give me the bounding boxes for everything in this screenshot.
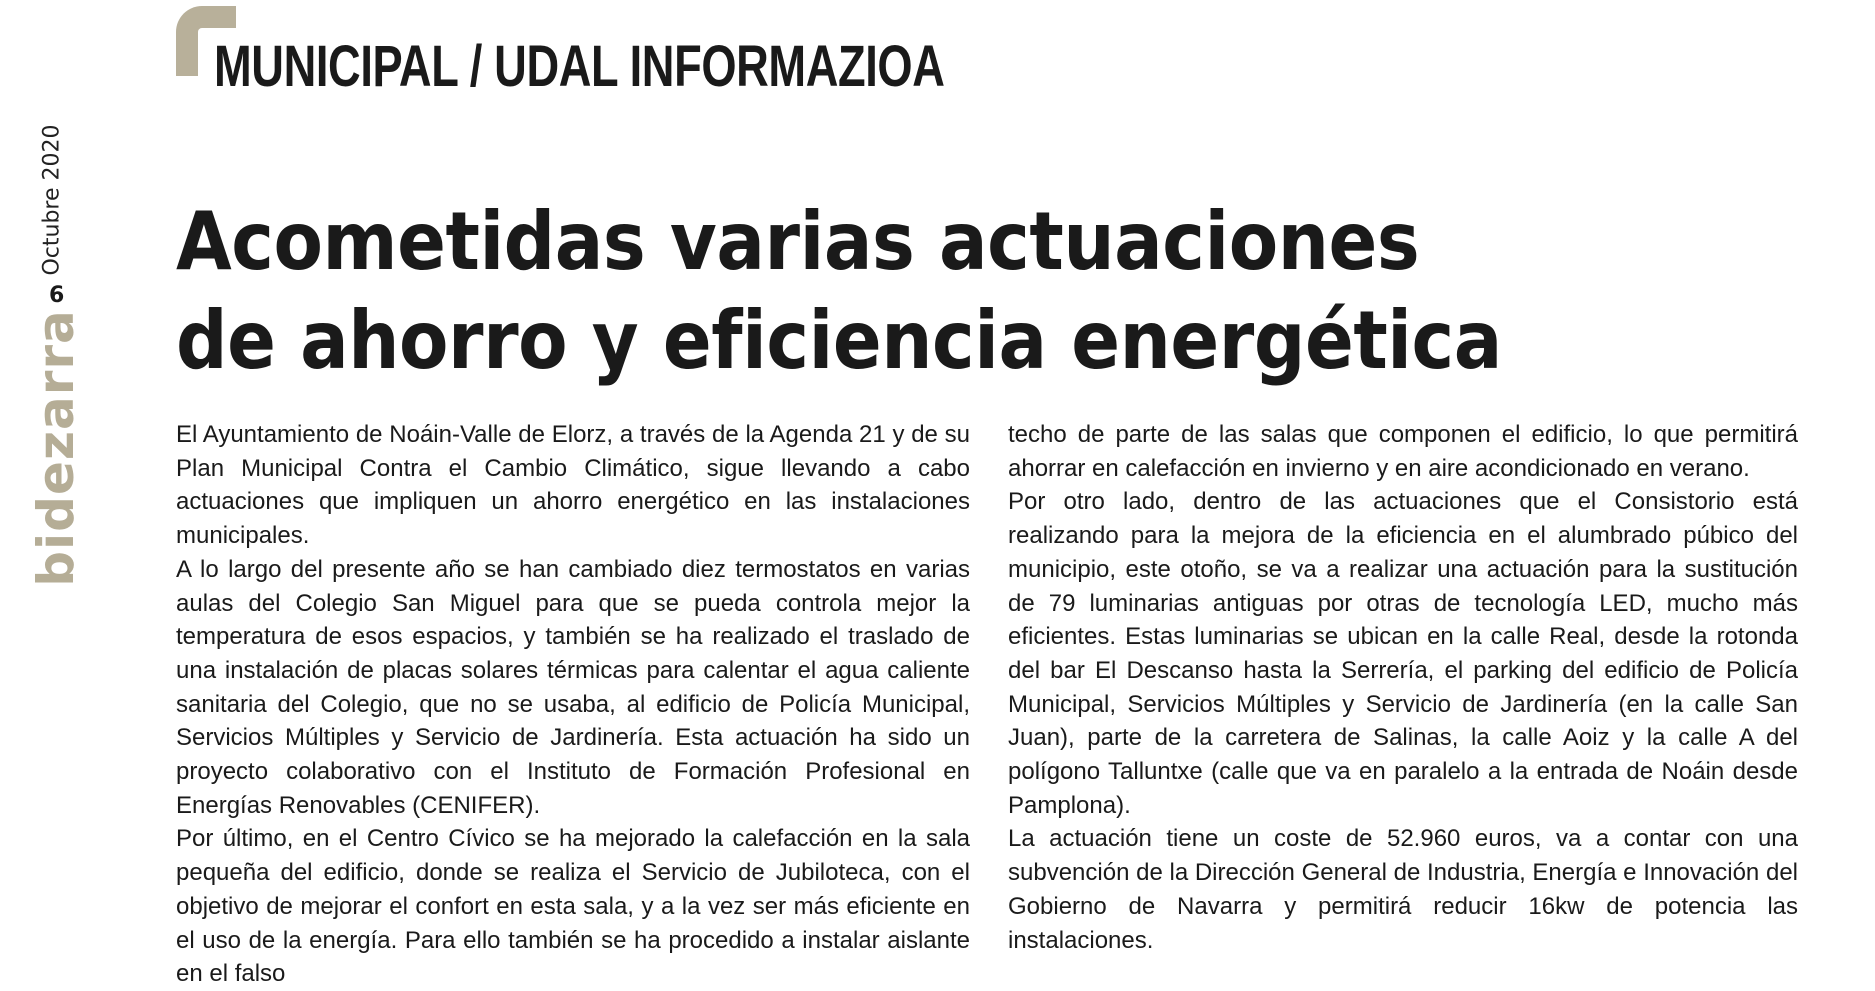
section-title: MUNICIPAL / UDAL INFORMAZIOA [214, 34, 945, 99]
body-column-right [1008, 418, 1798, 957]
side-strip [0, 0, 110, 909]
body-paragraph: El Ayuntamiento de Noáin-Valle de Elorz, a través de la Agenda 21 y de su Plan Municipal Contra el Cambio Climático, sigue llevando a cabo actuaciones que impliquen un ahorro energético en las instalaciones municipales. [176, 421, 970, 550]
body-paragraph: La actuación tiene un coste de 52.960 euros, va a contar con una subvención de la Dirección General de Industria, Energía e Innovación del Gobierno de Navarra y permitirá reducir 16kw de potencia las instalaciones. [1008, 825, 1798, 954]
headline-line-2: de ahorro y eficiencia energética [176, 294, 1502, 387]
body-paragraph: A lo largo del presente año se han cambiado diez termostatos en varias aulas del Colegio San Miguel para que se pueda controla mejor la temperatura de esos espacios, y también se ha realizado el traslado de una instalación de placas solares térmicas para calentar el agua caliente sanitaria del Colegio, que no se usaba, al edificio de Policía Municipal, Servicios Múltiples y Servicio de Jardinería. Esta actuación ha sido un proyecto colaborativo con el Instituto de Formación Profesional en Energías Renovables (CENIFER). [176, 555, 970, 819]
page-number: 6 [49, 283, 65, 308]
article-headline [176, 192, 1502, 390]
body-column-left [176, 418, 970, 991]
body-paragraph: Por otro lado, dentro de las actuaciones que el Consistorio está realizando para la mejora de la eficiencia en el alumbrado púbico del municipio, este otoño, se va a realizar una actuación para la sustitución de 79 luminarias antiguas por otras de tecnología LED, mucho más eficientes. Estas luminarias se ubican en la calle Real, desde la rotonda del bar El Descanso hasta la Serrería, el parking del edificio de Policía Municipal, Servicios Múltiples y Servicio de Jardinería (en la calle San Juan), parte de la carretera de Salinas, la calle Aoiz y la calle A del polígono Talluntxe (calle que va en paralelo a la entrada de Noáin desde Pamplona). [1008, 488, 1798, 819]
issue-date: Octubre 2020 [39, 124, 65, 276]
publication-logo: bidezarra [27, 309, 85, 587]
headline-line-1: Acometidas varias actuaciones [176, 195, 1420, 288]
body-paragraph: techo de parte de las salas que componen el edificio, lo que permitirá ahorrar en calefacción en invierno y en aire acondicionado en verano. [1008, 421, 1798, 482]
body-paragraph: Por último, en el Centro Cívico se ha mejorado la calefacción en la sala pequeña del edificio, donde se realiza el Servicio de Jubiloteca, con el objetivo de mejorar el confort en esta sala, y a la vez ser más eficiente en el uso de la energía. Para ello también se ha procedido a instalar aislante en el falso [176, 825, 970, 988]
